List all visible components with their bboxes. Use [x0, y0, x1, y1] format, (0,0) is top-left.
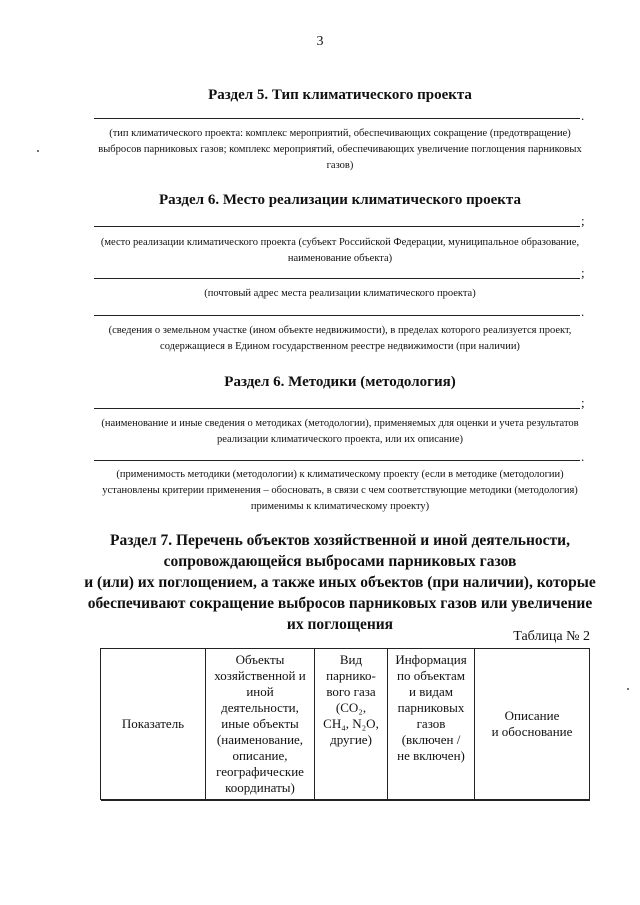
header-text: иной: [246, 684, 274, 699]
header-text: вого газа: [326, 684, 376, 699]
header-text: Показатель: [121, 716, 185, 731]
caption-line: (применимость методики (методологии) к климатическому проекту (если в методике (методологии): [116, 469, 564, 480]
section-5-end-mark: .: [581, 108, 585, 123]
header-text: координаты): [225, 780, 295, 795]
caption-line: реализации климатического проекта, или их описание): [216, 434, 464, 445]
place-caption: [80, 235, 600, 267]
header-text: парнико-: [326, 668, 376, 683]
postal-address-fill-line: [94, 278, 580, 279]
methods-caption: [80, 416, 600, 448]
heading-line: и (или) их поглощением, а также иных объектов (при наличии), которые: [84, 574, 596, 591]
column-header-inclusion-info: [388, 649, 475, 800]
header-text: Информация: [395, 652, 467, 667]
header-text: CH₄, N₂O,: [323, 716, 379, 731]
caption-line: установлены критерии применения – обосновать, в связи с чем соответствующие методики (методология): [102, 485, 578, 496]
caption-line: (сведения о земельном участке (ином объекте недвижимости), в пределах которого реализуется проект,: [108, 325, 572, 336]
section-6-methods-heading: Раздел 6. Методики (методология): [224, 374, 456, 390]
section-5-fill-line: [94, 118, 580, 119]
table-bottom-border: [101, 800, 590, 801]
header-text: (включен /: [401, 732, 461, 747]
header-text: хозяйственной и: [214, 668, 306, 683]
applicability-caption: [80, 467, 600, 515]
header-text: иные объекты: [221, 716, 299, 731]
header-text: и обоснование: [491, 724, 573, 739]
column-header-gas-type: [315, 649, 388, 800]
section-5-caption: [80, 126, 600, 174]
header-text: и видам: [409, 684, 453, 699]
header-text: географические: [216, 764, 304, 779]
applicability-fill-line: [94, 460, 580, 461]
column-header-indicator: [101, 649, 206, 800]
caption-line: применимы к климатическому проекту): [250, 501, 430, 512]
page-number: 3: [316, 34, 324, 49]
table-header-row: [101, 649, 590, 800]
header-text: по объектам: [397, 668, 465, 683]
land-plot-fill-line: [94, 315, 580, 316]
column-header-objects: [206, 649, 315, 800]
postal-address-end-mark: ;: [581, 265, 585, 280]
land-plot-end-mark: .: [581, 304, 585, 319]
header-text: Описание: [504, 708, 560, 723]
scan-speck: [627, 688, 629, 690]
heading-line: сопровождающейся выбросами парниковых газов: [163, 553, 517, 570]
caption-line: (тип климатического проекта: комплекс мероприятий, обеспечивающих сокращение (предотвращение): [109, 128, 571, 139]
header-text: описание,: [232, 748, 288, 763]
caption-line: газов): [326, 160, 354, 171]
applicability-end-mark: .: [581, 449, 585, 464]
header-text: (CO₂,: [335, 700, 367, 715]
heading-line: обеспечивают сокращение выбросов парниковых газов или увеличение: [87, 595, 593, 612]
header-text: деятельности,: [221, 700, 299, 715]
section-7-heading: [70, 530, 610, 635]
header-text: (наименование,: [216, 732, 304, 747]
place-end-mark: ;: [581, 213, 585, 228]
caption-line: выбросов парниковых газов; комплекс мероприятий, обеспечивающих увеличение поглощения парниковых: [98, 144, 582, 155]
land-plot-caption: [80, 323, 600, 355]
header-text: парниковых: [397, 700, 465, 715]
greenhouse-objects-table: [100, 648, 590, 801]
heading-line: Раздел 7. Перечень объектов хозяйственной и иной деятельности,: [110, 532, 570, 549]
caption-line: наименование объекта): [287, 253, 393, 264]
heading-line: их поглощения: [286, 616, 394, 633]
column-header-description: [475, 649, 590, 800]
caption-line: (место реализации климатического проекта (субъект Российской Федерации, муниципальное образование,: [100, 237, 580, 248]
postal-address-caption: (почтовый адрес места реализации климатического проекта): [204, 288, 476, 299]
scan-speck: [37, 150, 39, 152]
section-6-place-heading: Раздел 6. Место реализации климатического проекта: [159, 192, 521, 208]
methods-fill-line: [94, 408, 580, 409]
header-text: не включен): [397, 748, 465, 763]
section-5-heading: Раздел 5. Тип климатического проекта: [208, 87, 472, 103]
caption-line: содержащиеся в Едином государственном реестре недвижимости (при наличии): [160, 341, 520, 352]
table-label: Таблица № 2: [513, 629, 590, 644]
caption-line: (наименование и иные сведения о методиках (методологии), применяемых для оценки и учета результатов: [101, 418, 579, 429]
header-text: Вид: [339, 652, 363, 667]
header-text: газов: [416, 716, 446, 731]
header-text: Объекты: [235, 652, 285, 667]
place-fill-line: [94, 226, 580, 227]
methods-end-mark: ;: [581, 395, 585, 410]
header-text: другие): [330, 732, 372, 747]
